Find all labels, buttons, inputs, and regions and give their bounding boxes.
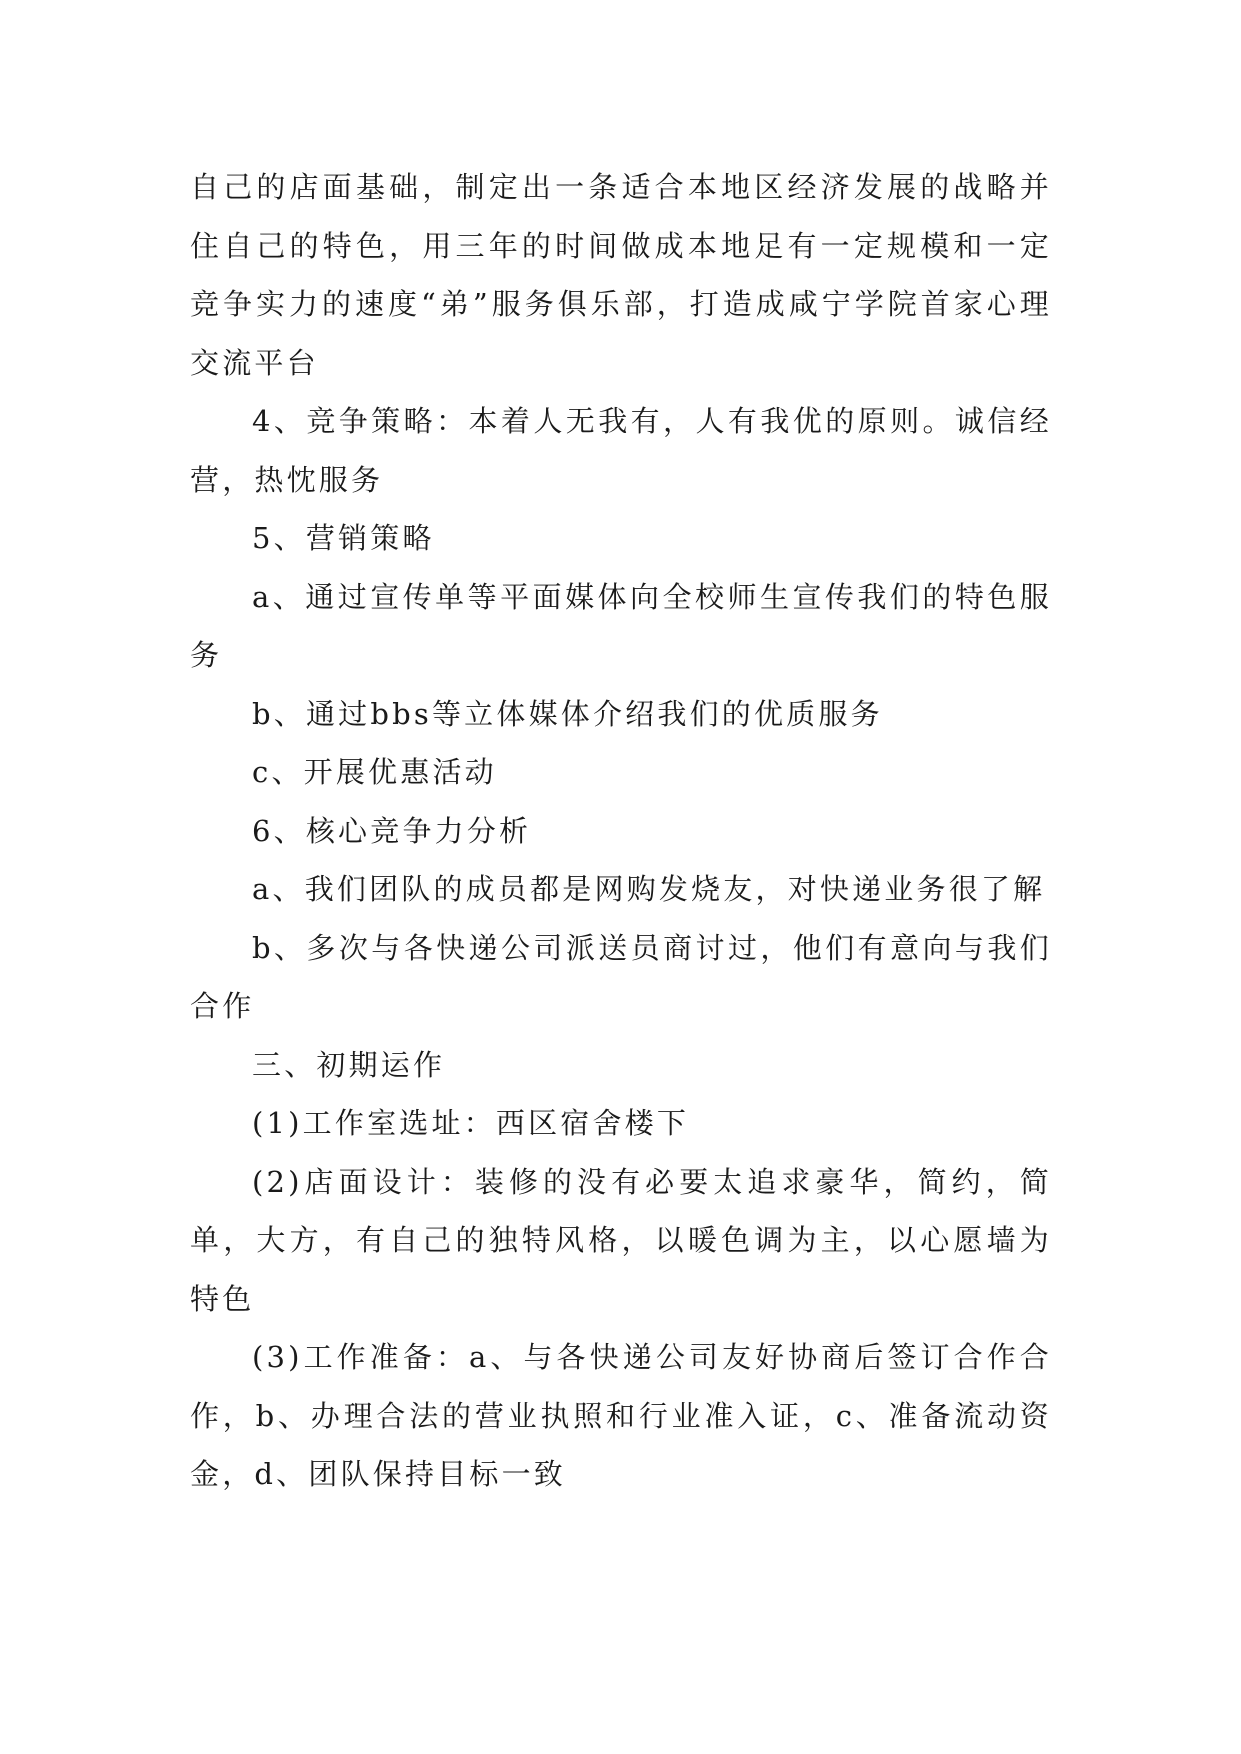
paragraph-core-competitiveness-heading: 6、核心竞争力分析 xyxy=(252,813,532,848)
paragraph-store-design: (2)店面设计：装修的没有必要太追求豪华，简约，简单，大方，有自己的独特风格，以暖色调为主，以心愿墙为特色 xyxy=(190,1164,1052,1316)
paragraph-core-item-a: a、我们团队的成员都是网购发烧友，对快递业务很了解 xyxy=(252,872,1046,906)
paragraph-marketing-strategy-heading: 5、营销策略 xyxy=(252,521,435,555)
paragraph-strategy-continued: 自己的店面基础，制定出一条适合本地区经济发展的战略并住自己的特色，用三年的时间做成本地足有一定规模和一定竞争实力的速度“弟”服务俱乐部，打造成咸宁学院首家心理交流平台 xyxy=(190,170,1052,380)
section-heading-initial-operation: 三、初期运作 xyxy=(252,1047,446,1082)
document-body xyxy=(190,158,1052,1504)
paragraph-marketing-item-c: c、开展优惠活动 xyxy=(252,755,497,789)
paragraph-marketing-item-a: a、通过宣传单等平面媒体向全校师生宣传我们的特色服务 xyxy=(190,579,1052,672)
paragraph-work-preparation: (3)工作准备：a、与各快递公司友好协商后签订合作合作，b、办理合法的营业执照和行业准入证，c、准备流动资金，d、团队保持目标一致 xyxy=(190,1340,1052,1491)
paragraph-studio-location: (1)工作室选址：西区宿舍楼下 xyxy=(252,1106,690,1140)
paragraph-core-item-b: b、多次与各快递公司派送员商讨过，他们有意向与我们合作 xyxy=(190,930,1052,1023)
paragraph-competition-strategy: 4、竞争策略：本着人无我有，人有我优的原则。诚信经营，热忱服务 xyxy=(190,404,1052,497)
paragraph-marketing-item-b: b、通过bbs等立体媒体介绍我们的优质服务 xyxy=(252,696,883,731)
